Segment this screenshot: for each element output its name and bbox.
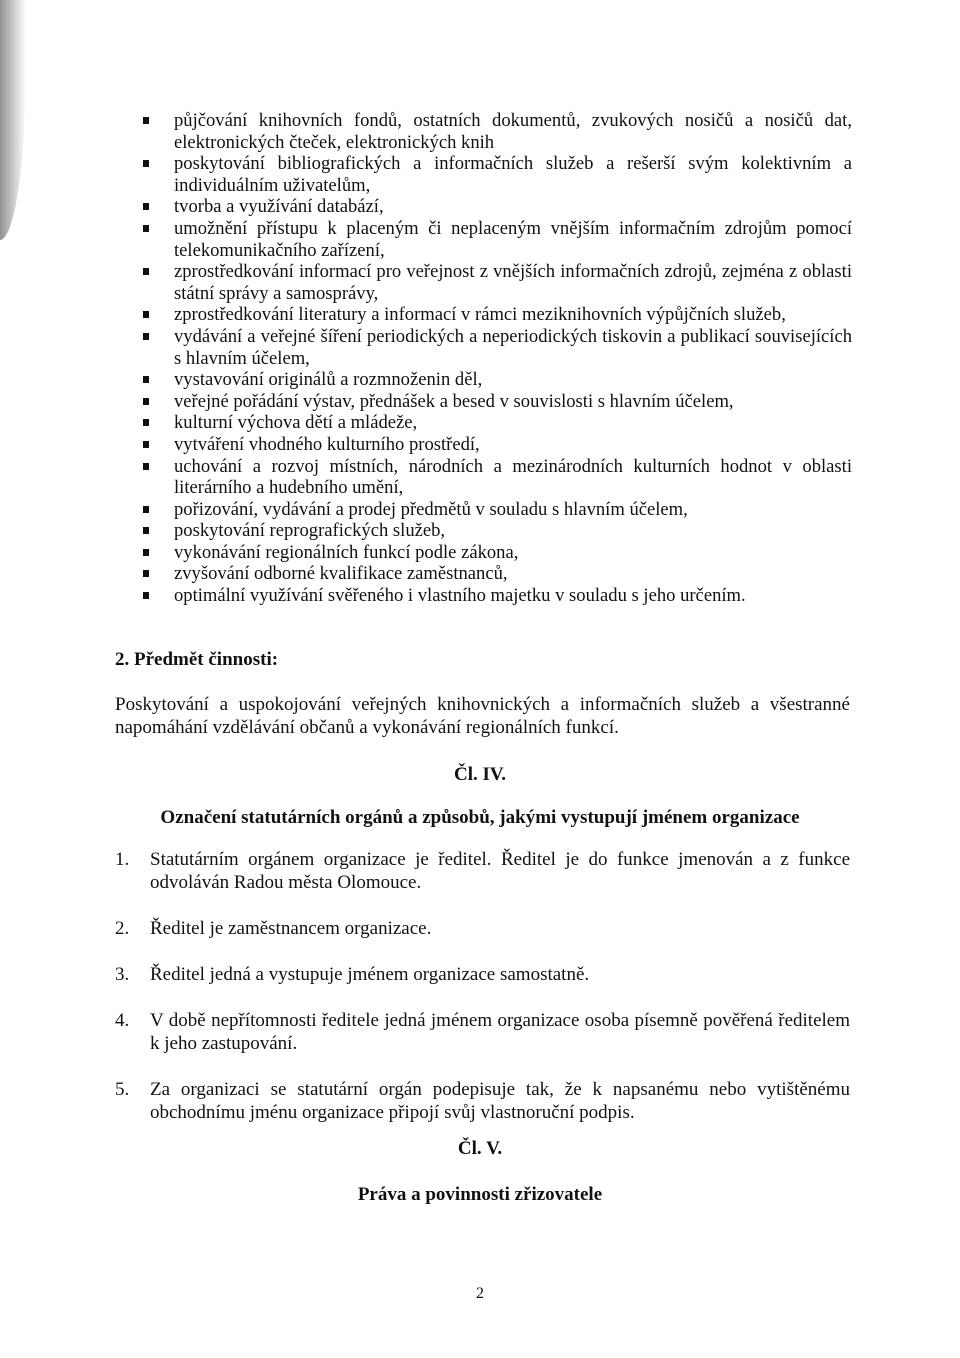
list-item: vystavování originálů a rozmnoženin děl,: [140, 369, 852, 391]
article-4-title: Čl. IV.: [454, 764, 506, 785]
bullet-icon: [143, 463, 149, 470]
bullet-icon: [143, 527, 149, 534]
list-item: zprostředkování informací pro veřejnost z vnějších informačních zdrojů, zejména z oblasti státní správy a samosprávy,: [140, 261, 852, 304]
section-2-heading: 2. Předmět činnosti:: [115, 649, 279, 670]
list-item: optimální využívání svěřeného i vlastního majetku v souladu s jeho určením.: [140, 585, 852, 607]
activity-bullet-list: [140, 110, 852, 607]
list-item: kulturní výchova dětí a mládeže,: [140, 412, 852, 434]
list-item: umožnění přístupu k placeným či neplaceným vnějším informačním zdrojům pomocí telekomunikačního zařízení,: [140, 218, 852, 261]
list-item: 4. V době nepřítomnosti ředitele jedná jménem organizace osoba písemně pověřená ředitelem k jeho zastupování.: [115, 1010, 850, 1054]
list-item: zprostředkování literatury a informací v rámci meziknihovních výpůjčních služeb,: [140, 304, 852, 326]
list-item: pořizování, vydávání a prodej předmětů v souladu s hlavním účelem,: [140, 499, 852, 521]
bullet-icon: [143, 592, 149, 599]
list-item: 1. Statutárním orgánem organizace je ředitel. Ředitel je do funkce jmenován a z funkce odvoláván Radou města Olomouce.: [115, 849, 850, 893]
list-item: veřejné pořádání výstav, přednášek a besed v souvislosti s hlavním účelem,: [140, 391, 852, 413]
article-5-subtitle: Práva a povinnosti zřizovatele: [357, 1184, 603, 1205]
list-item: 5. Za organizaci se statutární orgán podepisuje tak, že k napsanému nebo vytištěnému obchodnímu jménu organizace připojí svůj vlastnoruční podpis.: [115, 1079, 850, 1123]
bullet-icon: [143, 268, 149, 275]
section-2-paragraph: Poskytování a uspokojování veřejných knihovnických a informačních služeb a všestranné napomáhání vzdělávání občanů a vykonávání regionálních funkcí.: [115, 694, 850, 738]
list-item: zvyšování odborné kvalifikace zaměstnanců,: [140, 563, 852, 585]
bullet-icon: [143, 311, 149, 318]
article-5-title: Čl. V.: [457, 1138, 503, 1159]
bullet-icon: [143, 203, 149, 210]
bullet-icon: [143, 549, 149, 556]
list-item: 2. Ředitel je zaměstnancem organizace.: [115, 918, 432, 939]
article-4-numbered-list: [115, 848, 850, 1124]
bullet-icon: [143, 570, 149, 577]
list-item: uchování a rozvoj místních, národních a mezinárodních kulturních hodnot v oblasti literárního a hudebního umění,: [140, 456, 852, 499]
list-item: vydávání a veřejné šíření periodických a neperiodických tiskovin a publikací souvisejících s hlavním účelem,: [140, 326, 852, 369]
page-number: 2: [476, 1285, 484, 1302]
list-item: poskytování bibliografických a informačních služeb a rešerší svým kolektivním a individuálním uživatelům,: [140, 153, 852, 196]
bullet-icon: [143, 117, 149, 124]
bullet-icon: [143, 333, 149, 340]
bullet-icon: [143, 225, 149, 232]
list-item: vytváření vhodného kulturního prostředí,: [140, 434, 852, 456]
list-item: půjčování knihovních fondů, ostatních dokumentů, zvukových nosičů a nosičů dat, elektronických čteček, elektronických knih: [140, 110, 852, 153]
bullet-icon: [143, 160, 149, 167]
bullet-icon: [143, 506, 149, 513]
article-4-subtitle: Označení statutárních orgánů a způsobů, jakými vystupují jménem organizace: [160, 807, 800, 828]
list-item: vykonávání regionálních funkcí podle zákona,: [140, 542, 852, 564]
list-item: 3. Ředitel jedná a vystupuje jménem organizace samostatně.: [115, 964, 590, 985]
bullet-icon: [143, 441, 149, 448]
bullet-icon: [143, 376, 149, 383]
bullet-icon: [143, 419, 149, 426]
list-item: poskytování reprografických služeb,: [140, 520, 852, 542]
list-item: tvorba a využívání databází,: [140, 196, 852, 218]
bullet-icon: [143, 398, 149, 405]
